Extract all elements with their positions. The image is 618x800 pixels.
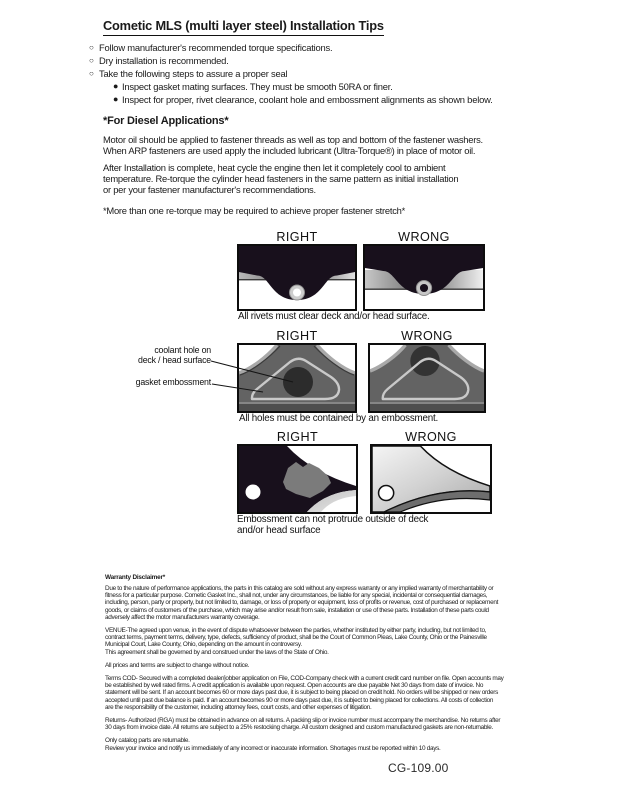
embossment-wrong-diagram	[370, 345, 484, 411]
bolt-hole	[246, 485, 261, 500]
tip-text: Inspect gasket mating surfaces. They must be smooth 50RA or finer.	[122, 81, 393, 92]
paragraph-line: Motor oil should be applied to fastener threads as well as top and bottom of the fastener washers.	[103, 134, 483, 145]
diesel-paragraph-2	[103, 162, 458, 196]
annotation-line: deck / head surface	[138, 354, 211, 365]
paragraph-line: accepted until past due balance is paid. If an account becomes 90 or more days past due, it is subject to being placed for collections. All costs of collection	[105, 696, 494, 704]
bullet-icon: ○	[89, 43, 94, 52]
tip-text: Dry installation is recommended.	[99, 55, 229, 66]
paragraph-line: including, person, party or property, but not limited to, damage, or loss of property or equipment, loss of profits or revenue, cost of purchased or replacement	[105, 599, 499, 607]
catalog-paragraph	[105, 737, 517, 751]
tip-text: Inspect for proper, rivet clearance, coolant hole and embossment alignments as shown below.	[122, 94, 493, 105]
rivet-wrong-diagram	[365, 246, 483, 309]
paragraph-line: fitness for a particular purpose. Cometic Gasket Inc., shall not, under any circumstances, be liable for any special, incidental or consequential damages,	[105, 592, 488, 600]
paragraph-line: be established by well rated firms. A credit application is available upon request. Open accounts are due payable Net 30 days from date of invoice. No	[105, 682, 484, 690]
paragraph-line: are the responsibility of the customer, including attorney fees, court costs, and other expenses of litigation.	[105, 703, 372, 711]
tip-text: Take the following steps to assure a proper seal	[99, 68, 288, 79]
fig3-right-label: RIGHT	[276, 430, 319, 444]
installation-tips-list	[89, 41, 493, 106]
protrusion-right-diagram	[239, 446, 356, 512]
paragraph-line: adversely affect the motor manufacturers warranty coverage.	[105, 613, 260, 621]
tip-text: Follow manufacturer's recommended torque specifications.	[99, 42, 333, 53]
bullet-icon: ○	[89, 56, 94, 65]
list-item	[89, 67, 493, 80]
bolt-hole	[379, 486, 394, 501]
caption-line: Embossment can not protrude outside of deck	[237, 514, 429, 525]
diagram-protrusion-right	[237, 444, 358, 514]
paragraph-line: VENUE-The agreed upon venue, in the event of dispute whatsoever between the parties, whether instituted by either party, including, but not limited to,	[105, 627, 487, 635]
leader-line-embossment	[212, 384, 263, 392]
page-number: CG-109.00	[388, 761, 449, 775]
bullet-icon: ●	[113, 94, 119, 104]
list-item	[113, 93, 493, 106]
diesel-section-heading: *For Diesel Applications*	[103, 115, 229, 127]
annotation-leader-lines	[205, 340, 315, 410]
terms-paragraph	[105, 675, 517, 711]
paragraph-line: Review your invoice and notify us immediately of any incorrect or inaccurate information. Shortages must be reported within 10 days.	[105, 744, 441, 752]
gasket-embossment-annotation	[111, 378, 211, 388]
fig1-caption: All rivets must clear deck and/or head surface.	[238, 311, 430, 322]
paragraph-line: 30 days from invoice date. All returns are subject to a 25% restocking charge. All custom designed and custom manufactured gaskets are non-returnable.	[105, 724, 494, 732]
paragraph-line: Municipal Court, Lake County, Ohio, depending on the amount in controversy.	[105, 641, 302, 649]
fig1-right-label: RIGHT	[276, 230, 318, 244]
bullet-icon: ○	[89, 69, 94, 78]
diagram-rivet-wrong	[363, 244, 485, 311]
list-item	[89, 54, 493, 67]
paragraph-line: Due to the nature of performance applications, the parts in this catalog are sold without any express warranty or any implied warranty of merchantability or	[105, 585, 494, 592]
fig2-right-label: RIGHT	[276, 329, 318, 343]
bullet-icon: ●	[113, 81, 119, 91]
rivet-right-diagram	[239, 246, 355, 309]
fig2-wrong-label: WRONG	[401, 329, 453, 343]
list-item	[89, 41, 493, 54]
fig3-caption	[237, 515, 428, 537]
list-item	[113, 80, 493, 93]
paragraph-line: *More than one re-torque may be required to achieve proper fastener stretch*	[103, 205, 406, 216]
fig2-caption: All holes must be contained by an embossment.	[239, 413, 439, 424]
paragraph-line: After Installation is complete, heat cycle the engine then let it completely cool to ambient	[103, 162, 446, 173]
rivet-center	[420, 284, 428, 292]
coolant-hole-annotation	[111, 346, 211, 365]
diagram-protrusion-wrong	[370, 444, 492, 514]
venue-paragraph	[105, 627, 517, 656]
warranty-disclaimer-heading: Warranty Disclaimer*	[105, 574, 166, 581]
leader-line-coolant	[211, 361, 293, 382]
page-title: Cometic MLS (multi layer steel) Installation Tips	[103, 18, 384, 36]
caption-line: and/or head surface	[237, 524, 321, 536]
returns-paragraph	[105, 717, 517, 731]
diagram-embossment-wrong	[368, 343, 486, 413]
legal-disclaimer	[105, 574, 517, 758]
annotation-line: gasket embossment	[135, 377, 211, 387]
paragraph-line: Terms COD- Secured with a completed dealer/jobber application on File, COD-Company check with a current credit card number on file. Open accounts may	[105, 675, 504, 683]
protrusion-wrong-diagram	[372, 446, 490, 512]
fig1-wrong-label: WRONG	[398, 230, 450, 244]
paragraph-line: contract terms, payment terms, delivery, type, defects, sufficiency of product, shall be the Court of Common Pleas, Lake County, Ohio or the Painesville	[105, 634, 487, 642]
paragraph-line: When ARP fasteners are used apply the included lubricant (Ultra-Torque®) in place of motor oil.	[103, 145, 476, 157]
paragraph-line: All prices and terms are subject to change without notice.	[105, 661, 250, 669]
retorque-note	[103, 205, 405, 216]
paragraph-line: This agreement shall be governed by and construed under the laws of the State of Ohio.	[105, 648, 329, 656]
prices-paragraph	[105, 662, 517, 669]
paragraph-line: Only catalog parts are returnable.	[105, 737, 190, 745]
paragraph-line: Returns- Authorized (RGA) must be obtained in advance on all returns. A packing slip or invoice number must accompany the merchandise. No returns after	[105, 717, 501, 725]
paragraph-line: statement will be sent. If an account becomes 60 or more days past due, it is subject to being placed on credit hold. No orders will be shipped or new orders	[105, 689, 499, 697]
diagram-rivet-right	[237, 244, 357, 311]
annotation-line: coolant hole on	[154, 345, 211, 355]
paragraph-line: goods, or claims of customers of the purchase, which may arise and/or result from sale, installation or use of these parts. Installation of these parts could	[105, 606, 489, 614]
rivet-center	[293, 289, 301, 297]
paragraph-line: or per your fastener manufacturer's recommendations.	[103, 184, 316, 196]
warranty-paragraph	[105, 585, 517, 621]
diesel-paragraph-1	[103, 134, 483, 156]
fig3-wrong-label: WRONG	[405, 430, 457, 444]
paragraph-line: temperature. Re-torque the cylinder head fasteners in the same pattern as initial installation	[103, 173, 459, 185]
